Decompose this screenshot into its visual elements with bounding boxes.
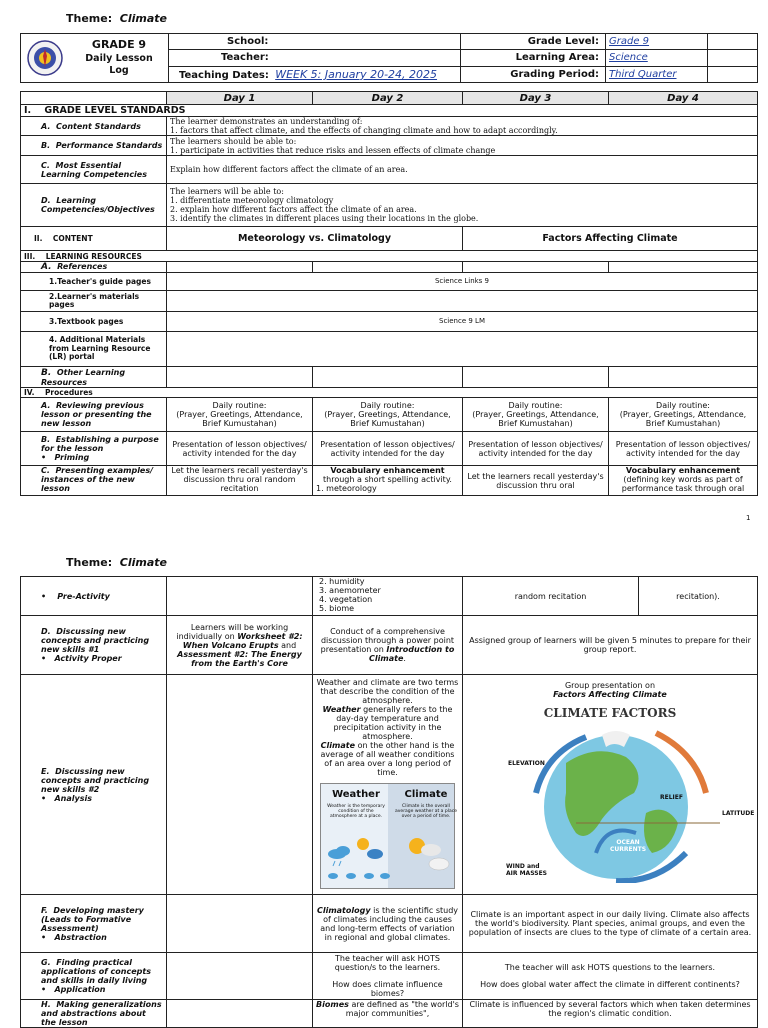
objectives-label: Learning Competencies/Objectives xyxy=(41,196,155,214)
purpose-row: B. Establishing a purpose for the lesson • Priming Presentation of lesson objectives/ activity intended for the day Presentation of lesson objectives/ activity intended for the day Presentation of lesson objectives/ activity intended for the day Presentation of lesson objectives/ activity intended for the day xyxy=(21,432,758,466)
day-1-header: Day 1 xyxy=(167,92,313,105)
wc-weather-title: Weather xyxy=(332,789,380,800)
procedures-title: Procedures xyxy=(44,388,93,397)
additional-materials-row xyxy=(21,332,758,367)
content-standards-label: Content Standards xyxy=(55,121,141,131)
climate-factors-diagram xyxy=(466,703,754,883)
performance-standards-row: B. Performance Standards The learners should be able to: 1. participate in activities that reduce risks and lessen effects of climate change xyxy=(21,136,758,156)
tg-pages-value: Science Links 9 xyxy=(167,273,758,291)
references-row: A. References xyxy=(21,262,758,273)
cf-elevation-label: ELEVATION xyxy=(508,760,545,767)
school-label: School: xyxy=(169,34,461,50)
lm-pages-label: 2.Learner's materials pages xyxy=(21,291,167,312)
generalizations-label: Making generalizations and abstractions about the lesson xyxy=(41,1000,162,1027)
performance-standards-label: Performance Standards xyxy=(55,141,163,150)
grading-period-label: Grading Period: xyxy=(461,66,606,82)
content-row: II. CONTENT Meteorology vs. Climatology Factors Affecting Climate xyxy=(21,227,758,251)
cf-ocean-currents-label: OCEAN CURRENTS xyxy=(609,839,647,853)
header-logo-cell xyxy=(21,34,169,83)
performance-standards-text: 1. participate in activities that reduce risks and lessen effects of climate change xyxy=(170,145,496,155)
generalizations-row: H. Making generalizations and abstractions about the lesson Biomes are defined as "the world's major communities", Climate is influenced by several factors which when taken determines the region's climatic condition. xyxy=(21,1000,758,1028)
storm-cloud-icon xyxy=(367,849,383,859)
textbook-pages-value: Science 9 LM xyxy=(167,312,758,332)
presenting-examples-label: Presenting examples/ instances of the new lesson xyxy=(41,466,154,493)
content-standards-text: 1. factors that affect climate, and the effects of changing climate and how to adapt accordingly. xyxy=(170,126,558,135)
page1-table xyxy=(20,91,758,496)
discussing-1-row: D. Discussing new concepts and practicing new skills #1 • Activity Proper Learners will be working individually on Worksheet #2: When Volcano Erupts and Assessment #2: The Energy from the Earth's Core Conduct of a comprehensive discussion through a power point presentation on Introduction to Climate. Assigned group of learners will be given 5 minutes to prepare for their group report. xyxy=(21,616,758,675)
learning-area-value: Science xyxy=(606,50,708,66)
references-label: References xyxy=(57,262,108,271)
rain-icon xyxy=(333,861,341,866)
page2-table xyxy=(20,576,758,1028)
purpose-label: Establishing a purpose for the lesson xyxy=(41,435,159,453)
textbook-pages-label: 3.Textbook pages xyxy=(21,312,167,332)
discussing-2-row: E. Discussing new concepts and practicing new skills #2 • Analysis Weather and climate are two terms that describe the condition of the atmosphere. Weather generally refers to the day-day temperature and precipitation activity in the atmosphere. Climate on the other hand is the average of all weather conditions of an area over a long period of time. Weather Climate Weather is the temporary condition of the atmosphere at a place. Climate is the overall average weather at a place over a period of time. Group presentation on Factors Affecting Climate CLIMATE FACTORS ELEVATION RELIEF LATITUDE OCEAN CURRENTS WIND and AIR MASSES xyxy=(21,675,758,895)
wc-climate-title: Climate xyxy=(404,789,448,800)
sun-cloud-icon xyxy=(409,838,441,856)
learning-resources-title: LEARNING RESOURCES xyxy=(45,251,142,261)
practical-applications-row: G. Finding practical applications of concepts and skills in daily living • Application The teacher will ask HOTS question/s to the learners. How does climate influence biomes? The teacher will ask HOTS questions to the learners. How does global water affect the climate in different continents? xyxy=(21,953,758,1000)
dll-line1: Daily Lesson xyxy=(85,53,153,64)
developing-mastery-label: Developing mastery (Leads to Formative Assessment) xyxy=(41,905,144,933)
review-label: Reviewing previous lesson or presenting the new lesson xyxy=(41,401,152,428)
cloud-icon xyxy=(328,846,350,859)
content-standards-row: A. Content Standards The learner demonstrates an understanding of: 1. factors that affect climate, and the effects of changing climate and how to adapt accordingly. xyxy=(21,117,758,136)
content-label: CONTENT xyxy=(52,234,93,243)
developing-mastery-row: F. Developing mastery (Leads to Formative Assessment) • Abstraction Climatology is the scientific study of climates including the causes and long-term effects of variation in regional and global climates. Climate is an important aspect in our daily living. Climate also affects the world's biodiversity. Plant species, animal groups, and even the population of insects are clues to the type of climate of a certain area. xyxy=(21,895,758,953)
page-number: 1 xyxy=(746,514,751,522)
teaching-dates-label: Teaching Dates: xyxy=(179,69,269,81)
grade-level-value: Grade 9 xyxy=(606,34,708,50)
learning-area-label: Learning Area: xyxy=(461,50,606,66)
tg-pages-label: 1.Teacher's guide pages xyxy=(21,273,167,291)
header-table xyxy=(20,33,758,83)
pre-activity-row: • Pre-Activity 2. humidity 3. anemometer 4. vegetation 5. biome random recitation recitation). xyxy=(21,577,758,616)
melc-label: Most Essential Learning Competencies xyxy=(41,160,147,179)
theme-line-page2: Theme: Climate xyxy=(66,556,168,569)
cf-wind-label: WIND and AIR MASSES xyxy=(506,863,547,877)
teacher-label: Teacher: xyxy=(169,50,461,66)
objectives-row: D. Learning Competencies/Objectives The learners will be able to: 1. differentiate meteorology climatology 2. explain how different factors affect the climate of an area. 3. identify the climates in different places using their locations in the globe. xyxy=(21,184,758,227)
learning-resources-row: III. LEARNING RESOURCES xyxy=(21,251,758,262)
procedures-row: IV. Procedures xyxy=(21,388,758,398)
teaching-dates-cell xyxy=(169,66,461,82)
day-3-header: Day 3 xyxy=(463,92,609,105)
cf-relief-label: RELIEF xyxy=(660,794,683,801)
weather-icons xyxy=(321,824,463,886)
theme-line: Theme: Climate xyxy=(66,12,168,25)
discussing-2-label: Discussing new concepts and practicing new skills #2 xyxy=(41,766,150,794)
melc-row: C. Most Essential Learning Competencies Explain how different factors affect the climate of an area. xyxy=(21,156,758,184)
review-row: A. Reviewing previous lesson or presenting the new lesson Daily routine: (Prayer, Greetings, Attendance, Brief Kumustahan) Daily routine: (Prayer, Greetings, Attendance, Brief Kumustahan) Daily routine: (Prayer, Greetings, Attendance, Brief Kumustahan) Daily routine: (Prayer, Greetings, Attendance, Brief Kumustahan) xyxy=(21,398,758,432)
teaching-dates-value: WEEK 5: January 20-24, 2025 xyxy=(275,67,438,81)
day-4-header: Day 4 xyxy=(609,92,758,105)
small-clouds-icon xyxy=(328,873,390,879)
presenting-examples-row: C. Presenting examples/ instances of the new lesson Let the learners recall yesterday's discussion thru oral random recitation Vocabulary enhancement through a short spelling activity. 1. meteorology Let the learners recall yesterday's discussion thru oral Vocabulary enhancement (defining key words as part of performance task through oral xyxy=(21,466,758,496)
additional-materials-label: 4. Additional Materials from Learning Resource (LR) portal xyxy=(21,332,167,367)
dll-line2: Log xyxy=(109,65,129,76)
melc-text: Explain how different factors affect the climate of an area. xyxy=(167,156,758,184)
snow-cloud-icon xyxy=(429,858,449,870)
section-i-row: I. GRADE LEVEL STANDARDS xyxy=(21,105,758,117)
grading-period-value: Third Quarter xyxy=(606,66,708,82)
day-2-header: Day 2 xyxy=(313,92,463,105)
grade-title: GRADE 9 xyxy=(91,38,147,51)
section-i-title: GRADE LEVEL STANDARDS xyxy=(44,105,186,116)
other-resources-label: Other Learning Resources xyxy=(41,367,126,387)
grade-level-label: Grade Level: xyxy=(461,34,606,50)
deped-seal-icon xyxy=(27,40,63,76)
climate-factors-title: CLIMATE FACTORS xyxy=(543,706,677,720)
textbook-pages-row xyxy=(21,312,758,332)
lm-pages-row xyxy=(21,291,758,312)
weather-climate-image: Weather Climate Weather is the temporary condition of the atmosphere at a place. Climate is the overall average weather at a place over a period of time. xyxy=(320,783,455,889)
content-day34: Factors Affecting Climate xyxy=(463,227,758,251)
content-day12: Meteorology vs. Climatology xyxy=(167,227,463,251)
pre-activity-label: Pre-Activity xyxy=(57,591,110,601)
globe-icon xyxy=(506,723,726,883)
discussing-1-label: Discussing new concepts and practicing new skills #1 xyxy=(41,627,150,654)
day-header-row xyxy=(21,92,758,105)
practical-applications-label: Finding practical applications of concepts and skills in daily living xyxy=(41,958,151,985)
other-resources-row: B. Other Learning Resources xyxy=(21,367,758,388)
tg-pages-row xyxy=(21,273,758,291)
cf-latitude-label: LATITUDE xyxy=(722,810,755,817)
sun-icon xyxy=(357,838,369,850)
